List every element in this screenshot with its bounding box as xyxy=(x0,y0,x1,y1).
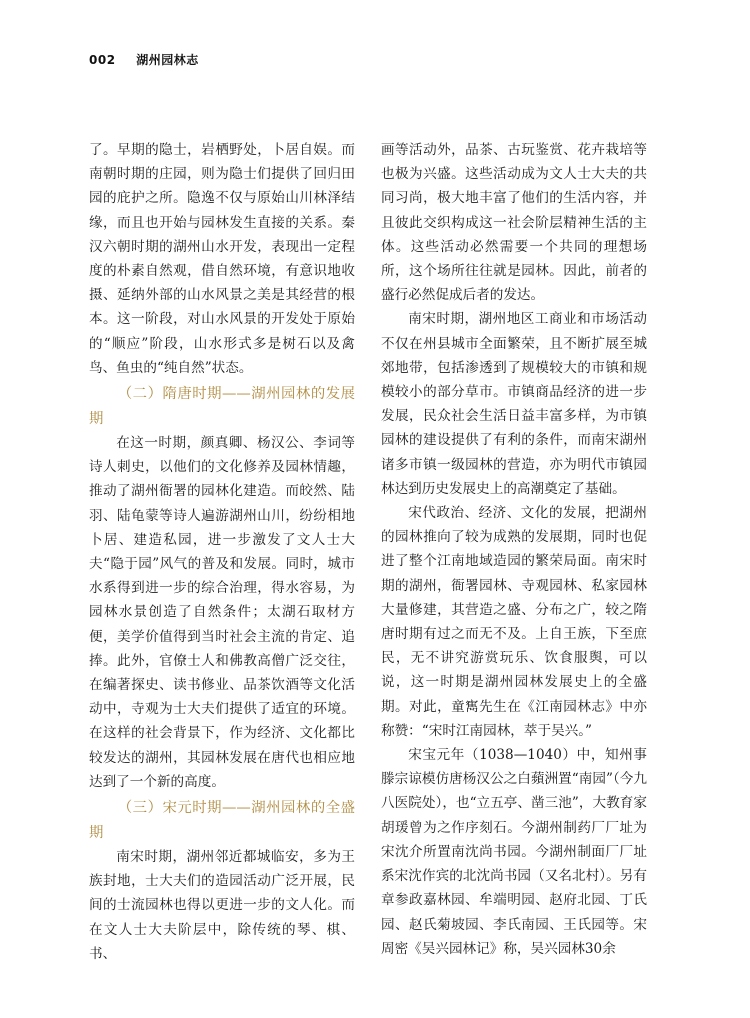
page-header xyxy=(89,51,199,68)
paragraph: 南宋时期，湖州邻近都城临安，多为王族封地，士大夫们的造园活动广泛开展，民间的士流园林也得以更进一步的文人化。而在文人士大夫阶层中，除传统的琴、棋、书、 xyxy=(89,849,355,962)
paragraph: 画等活动外，品茶、古玩鉴赏、花卉栽培等也极为兴盛。这些活动成为文人士大夫的共同习尚，极大地丰富了他们的生活内容，并且彼此交织构成这一社会阶层精神生活的主体。这些活动必然需要一个共同的理想场所，这个场所往往就是园林。因此，前者的盛行必然促成后者的发达。 xyxy=(381,142,647,304)
left-column xyxy=(89,138,355,966)
section-heading: （三）宋元时期——湖州园林的全盛期 xyxy=(89,800,355,841)
paragraph: 在这一时期，颜真卿、杨汉公、李词等诗人刺史，以他们的文化修养及园林情趣，推动了湖州衙署的园林化建造。而皎然、陆羽、陆龟蒙等诗人遍游湖州山川，纷纷相地卜居、建造私园，进一步激发了文人士大夫“隐于园”风气的普及和发展。同时，城市水系得到进一步的综合治理，得水容易，为园林水景创造了自然条件；太湖石取材方便，美学价值得到当时社会主流的肯定、追捧。此外，官僚士人和佛教高僧广泛交往，在编著探史、读书修业、品茶饮酒等文化活动中，寺观为士大夫们提供了适宜的环境。在这样的社会背景下，作为经济、文化都比较发达的湖州，其园林发展在唐代也相应地达到了一个新的高度。 xyxy=(89,435,355,790)
paragraph: 南宋时期，湖州地区工商业和市场活动不仅在州县城市全面繁荣，且不断扩展至城郊地带，包括渗透到了规模较大的市镇和规模较小的部分草市。市镇商品经济的进一步发展，民众社会生活日益丰富多样，为市镇园林的建设提供了有利的条件，而南宋湖州诸多市镇一级园林的营造，亦为明代市镇园林达到历史发展史上的高潮奠定了基础。 xyxy=(381,311,647,497)
page-number: 002 xyxy=(89,53,116,67)
paragraph: 了。早期的隐士，岩栖野处，卜居自娱。而南朝时期的庄园，则为隐士们提供了回归田园的庇护之所。隐逸不仅与原始山川林泽结缘，而且也开始与园林发生直接的关系。秦汉六朝时期的湖州山水开发，表现出一定程度的朴素自然观，借自然环境，有意识地收摄、延纳外部的山水风景之美是其经营的根本。这一阶段，对山水风景的开发处于原始的“顺应”阶段，山水形式多是树石以及禽鸟、鱼虫的“纯自然”状态。 xyxy=(89,142,355,376)
book-title: 湖州园林志 xyxy=(136,53,199,67)
section-heading: （二）隋唐时期——湖州园林的发展期 xyxy=(89,386,355,427)
right-column xyxy=(381,138,647,961)
paragraph: 宋代政治、经济、文化的发展，把湖州的园林推向了较为成熟的发展期，同时也促进了整个江南地域造园的繁荣局面。南宋时期的湖州，衙署园林、寺观园林、私家园林大量修建，其营造之盛、分布之广，较之隋唐时期有过之而无不及。上自王族，下至庶民，无不讲究游赏玩乐、饮食服舆，可以说，这一时期是湖州园林发展史上的全盛期。对此，童寯先生在《江南园林志》中亦称赞：“宋时江南园林，萃于吴兴。” xyxy=(381,505,647,739)
paragraph: 宋宝元年（1038—1040）中，知州事滕宗谅模仿唐杨汉公之白蘋洲置“南园”（今九八医院处），也“立五亭、凿三池”，大教育家胡瑗曾为之作序刻石。今湖州制药厂厂址为宋沈介所置南沈尚书园。今湖州制面厂厂址系宋沈作宾的北沈尚书园（又名北村）。另有章参政嘉林园、牟端明园、赵府北园、丁氏园、赵氏菊坡园、李氏南园、王氏园等。宋周密《吴兴园林记》称，吴兴园林30余 xyxy=(381,747,647,957)
